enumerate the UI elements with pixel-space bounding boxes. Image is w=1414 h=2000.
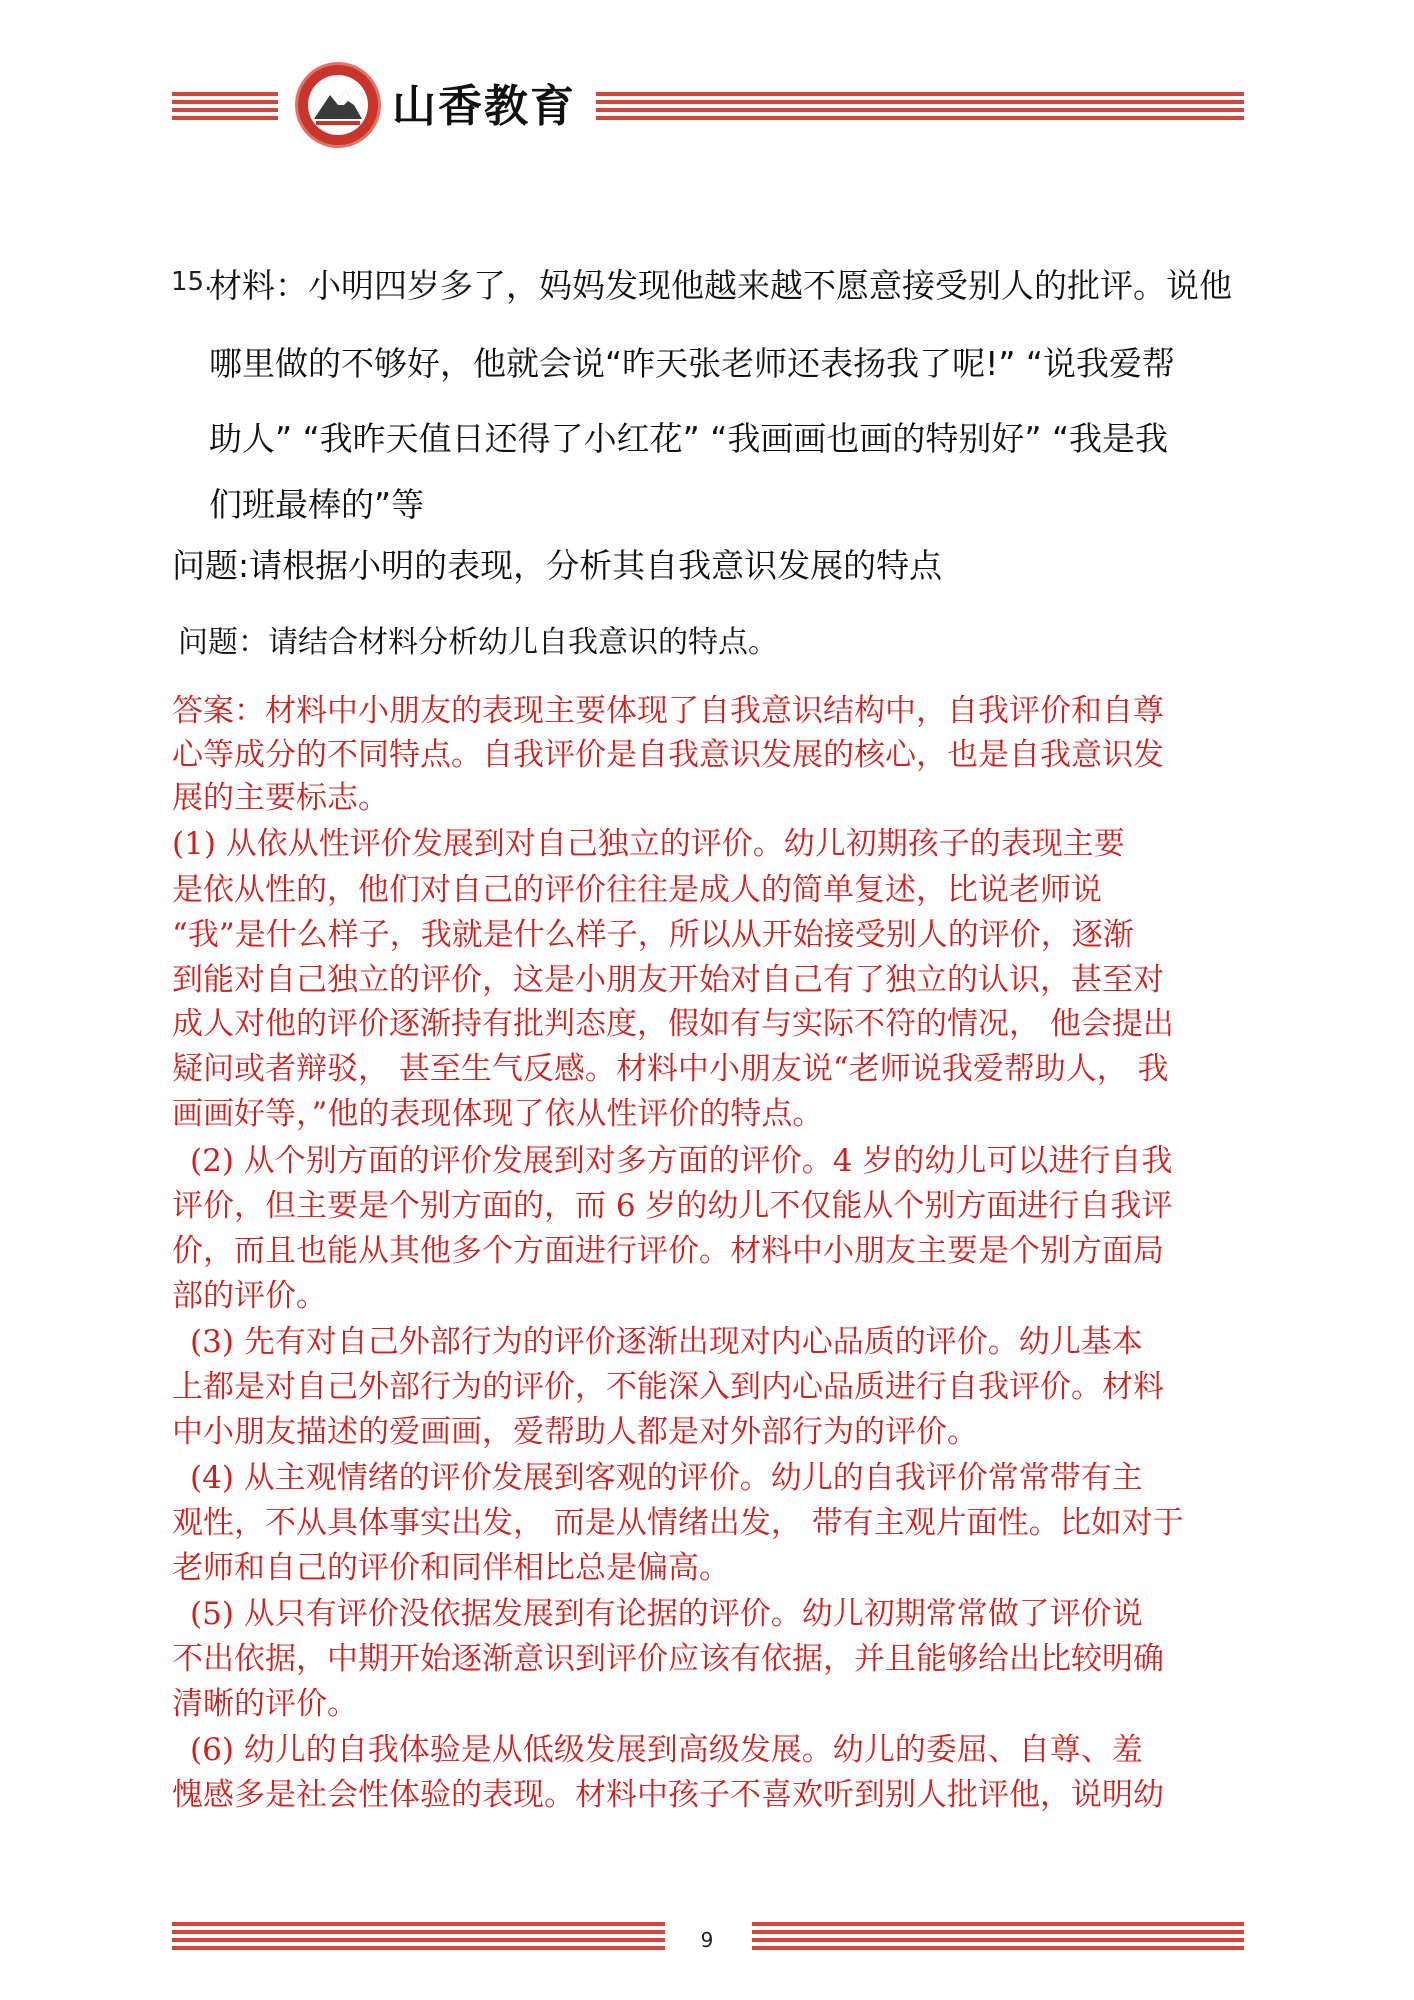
question-line: 们班最棒的”等 xyxy=(209,485,425,524)
answer-line: 画画好等，”他的表现体现了依从性评价的特点。 xyxy=(172,1096,824,1132)
answer-line: 心等成分的不同特点。自我评价是自我意识发展的核心，也是自我意识发 xyxy=(172,737,1164,773)
answer-line: 疑问或者辩驳， 甚至生气反感。材料中小朋友说“老师说我爱帮助人， 我 xyxy=(172,1051,1169,1087)
answer-line: 中小朋友描述的爱画画，爱帮助人都是对外部行为的评价。 xyxy=(172,1414,978,1450)
question-prompt: 问题：请结合材料分析幼儿自我意识的特点。 xyxy=(178,625,778,660)
answer-line: 是依从性的，他们对自己的评价往往是成人的简单复述，比说老师说 xyxy=(172,872,1102,908)
question-number: 15. xyxy=(171,267,213,297)
answer-line: “我”是什么样子，我就是什么样子，所以从开始接受别人的评价，逐渐 xyxy=(172,917,1134,953)
answer-line: (1) 从依从性评价发展到对自己独立的评价。幼儿初期孩子的表现主要 xyxy=(172,826,1125,862)
question-line: 助人” “我昨天值日还得了小红花” “我画画也画的特别好” “我是我 xyxy=(209,419,1169,458)
footer-lines-right xyxy=(752,1922,1244,1954)
answer-line: (4) 从主观情绪的评价发展到客观的评价。幼儿的自我评价常常带有主 xyxy=(190,1460,1143,1496)
answer-line: 答案：材料中小朋友的表现主要体现了自我意识结构中，自我评价和自尊 xyxy=(172,693,1164,729)
answer-line: (2) 从个别方面的评价发展到对多方面的评价。4 岁的幼儿可以进行自我 xyxy=(190,1143,1173,1179)
answer-line: 上都是对自己外部行为的评价，不能深入到内心品质进行自我评价。材料 xyxy=(172,1369,1164,1405)
header-lines-right xyxy=(596,92,1244,124)
answer-line: (5) 从只有评价没依据发展到有论据的评价。幼儿初期常常做了评价说 xyxy=(190,1596,1143,1632)
page-number: 9 xyxy=(700,1928,714,1952)
header-lines-left xyxy=(172,92,278,124)
answer-line: 老师和自己的评价和同伴相比总是偏高。 xyxy=(172,1550,730,1586)
logo-emblem xyxy=(295,62,381,148)
answer-line: 展的主要标志。 xyxy=(172,780,389,816)
answer-line: 价，而且也能从其他多个方面进行评价。材料中小朋友主要是个别方面局 xyxy=(172,1233,1164,1269)
answer-line: 部的评价。 xyxy=(172,1278,327,1314)
footer-lines-left xyxy=(172,1922,665,1954)
answer-line: 不出依据，中期开始逐渐意识到评价应该有依据，并且能够给出比较明确 xyxy=(172,1641,1164,1677)
question-line: 材料：小明四岁多了，妈妈发现他越来越不愿意接受别人的批评。说他 xyxy=(209,266,1232,305)
answer-line: (3) 先有对自己外部行为的评价逐渐出现对内心品质的评价。幼儿基本 xyxy=(190,1324,1143,1360)
answer-line: 观性，不从具体事实出发， 而是从情绪出发， 带有主观片面性。比如对于 xyxy=(172,1505,1184,1541)
question-prompt: 问题:请根据小明的表现，分析其自我意识发展的特点 xyxy=(172,546,943,585)
answer-line: 清晰的评价。 xyxy=(172,1686,358,1722)
logo-mountain-icon xyxy=(308,75,368,135)
answer-line: (6) 幼儿的自我体验是从低级发展到高级发展。幼儿的委屈、自尊、羞 xyxy=(190,1732,1143,1768)
answer-line: 评价，但主要是个别方面的，而 6 岁的幼儿不仅能从个别方面进行自我评 xyxy=(172,1188,1173,1224)
answer-line: 愧感多是社会性体验的表现。材料中孩子不喜欢听到别人批评他，说明幼 xyxy=(172,1777,1164,1813)
answer-line: 到能对自己独立的评价，这是小朋友开始对自己有了独立的认识，甚至对 xyxy=(172,962,1164,998)
answer-line: 成人对他的评价逐渐持有批判态度，假如有与实际不符的情况， 他会提出 xyxy=(172,1006,1174,1042)
brand-name: 山香教育 xyxy=(392,81,576,132)
question-line: 哪里做的不够好，他就会说“昨天张老师还表扬我了呢!” “说我爱帮 xyxy=(209,344,1176,383)
